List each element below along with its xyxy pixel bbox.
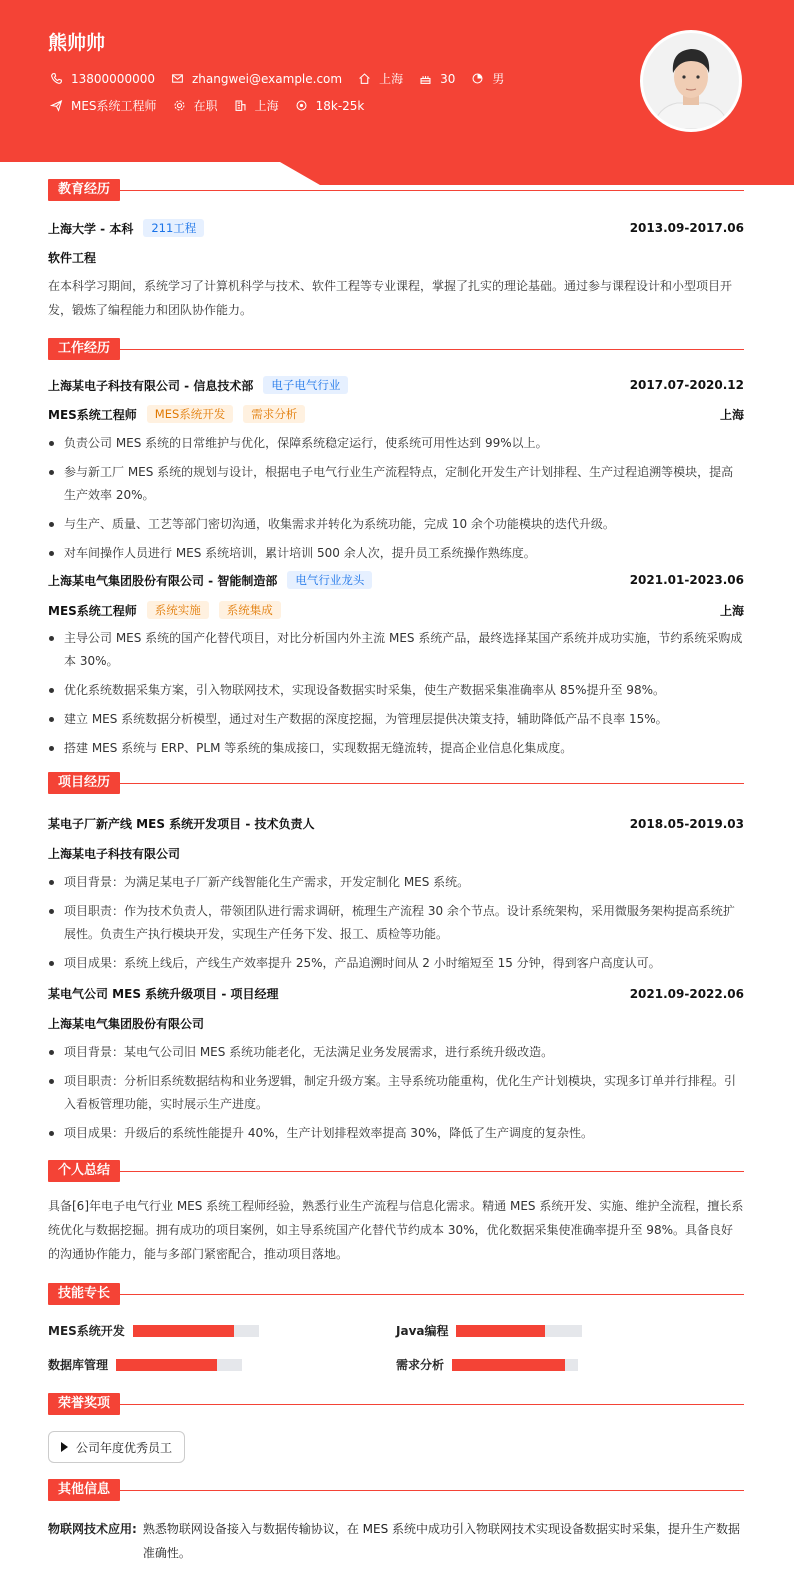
work-company: 上海某电气集团股份有限公司 - 智能制造部 [48,573,278,588]
work-location: 上海 [719,407,744,422]
project-1-company-row [48,845,744,862]
skill-bar-fill [116,1359,217,1371]
gender-icon [471,72,484,85]
list-item: 负责公司 MES 系统的日常维护与优化，保障系统稳定运行，使系统可用性达到 99%以上。 [48,432,744,455]
skill-bar [456,1325,582,1337]
skill-item [48,1356,242,1373]
section-label: 工作经历 [48,338,120,360]
skill-bar [452,1359,578,1371]
email-text: zhangwei@example.com [191,71,343,86]
gender-item [471,70,504,87]
work-title: MES系统工程师 [48,407,137,422]
position-item [50,97,157,114]
work-company: 上海某电子科技有限公司 - 信息技术部 [48,378,254,393]
status-item [173,97,218,114]
job-intent-row [50,97,380,114]
skill-name: 数据库管理 [48,1358,109,1372]
section-label: 其他信息 [48,1479,120,1501]
avatar [640,30,742,132]
mail-icon [171,72,184,85]
project-name: 某电子厂新产线 MES 系统开发项目 - 技术负责人 [48,817,315,831]
project-1-bullets [48,871,744,981]
section-label: 荣誉奖项 [48,1393,120,1415]
section-summary-title [48,1160,744,1182]
list-item: 优化系统数据采集方案，引入物联网技术，实现设备数据实时采集，使生产数据采集准确率从 85%提升至 98%。 [48,679,744,702]
list-item: 项目背景：某电气公司旧 MES 系统功能老化，无法满足业务发展需求，进行系统升级改造。 [48,1041,744,1064]
target-city-text: 上海 [254,99,279,113]
list-item: 项目职责：作为技术负责人，带领团队进行需求调研，梳理生产流程 30 余个节点。设计系统架构，采用微服务架构提高系统扩展性。负责生产执行模块开发，实现生产任务下发、报工、质检等功能。 [48,900,744,946]
resume-header [0,0,794,185]
list-item: 主导公司 MES 系统的国产化替代项目，对比分析国内外主流 MES 系统产品，最终选择某国产系统并成功实施，节约系统采购成本 30%。 [48,627,744,673]
target-city-item [234,97,279,114]
skill-item [48,1322,259,1339]
education-header [48,219,744,237]
work-1-bullets [48,432,744,571]
school-name: 上海大学 - 本科 [48,221,134,236]
list-item: 项目背景：为满足某电子厂新产线智能化生产需求，开发定制化 MES 系统。 [48,871,744,894]
section-label: 教育经历 [48,179,120,201]
industry-tag: 电气行业龙头 [287,571,372,589]
project-company: 上海某电子科技有限公司 [48,847,181,861]
section-other-title [48,1479,744,1501]
skill-bar-fill [452,1359,565,1371]
project-2-bullets [48,1041,744,1151]
age-text: 30 [440,71,456,86]
coin-icon [295,99,308,112]
work-date: 2021.01-2023.06 [629,573,744,587]
section-label: 个人总结 [48,1160,120,1182]
gear-icon [173,99,186,112]
list-item: 项目成果：升级后的系统性能提升 40%，生产计划排程效率提高 30%，降低了生产调度的复杂性。 [48,1122,744,1145]
skill-item [396,1356,578,1373]
other-info-value: 熟悉物联网设备接入与数据传输协议，在 MES 系统中成功引入物联网技术实现设备数据实时采集，提升生产数据准确性。 [142,1522,740,1560]
education-date: 2013.09-2017.06 [629,221,744,235]
list-item: 搭建 MES 系统与 ERP、PLM 等系统的集成接口，实现数据无缝流转，提高企业信息化集成度。 [48,737,744,760]
skill-bar-fill [133,1325,234,1337]
send-icon [50,99,63,112]
project-company: 上海某电气集团股份有限公司 [48,1017,205,1031]
honor-badge [48,1431,185,1463]
project-date: 2018.05-2019.03 [629,816,744,831]
position-text: MES系统工程师 [71,99,157,113]
building-icon [234,99,247,112]
status-text: 在职 [193,99,218,113]
gender-text: 男 [492,72,505,86]
other-info-row [48,1517,744,1565]
school-tag: 211工程 [143,219,204,237]
skill-name: 需求分析 [396,1358,445,1372]
skill-item [396,1322,582,1339]
skill-tag: 系统集成 [219,601,281,619]
contact-row [50,70,520,87]
section-divider [120,783,744,784]
industry-tag: 电子电气行业 [263,376,348,394]
phone-icon [50,72,63,85]
city-item [358,70,403,87]
home-icon [358,72,371,85]
work-2-role [48,601,744,619]
skill-bar [116,1359,242,1371]
work-1-header [48,376,744,394]
phone-text: 13800000000 [71,71,155,86]
section-divider [120,1490,744,1491]
section-honors-title [48,1393,744,1415]
section-divider [120,1404,744,1405]
skill-name: Java编程 [396,1324,449,1338]
salary-item [295,99,365,113]
candidate-name: 熊帅帅 [48,32,106,54]
list-item: 对车间操作人员进行 MES 系统培训，累计培训 500 余人次，提升员工系统操作熟练度。 [48,542,744,565]
list-item: 项目职责：分析旧系统数据结构和业务逻辑，制定升级方案。主导系统功能重构，优化生产计划模块，实现多订单并行排程。引入看板管理功能，实时展示生产进度。 [48,1070,744,1116]
honor-text: 公司年度优秀员工 [76,1440,173,1455]
play-icon [61,1442,68,1452]
work-location: 上海 [719,603,744,618]
section-education-title [48,179,744,201]
project-date: 2021.09-2022.06 [629,986,744,1001]
other-info-key: 物联网技术应用: [48,1522,137,1536]
section-project-title [48,772,744,794]
summary-text: 具备[6]年电子电气行业 MES 系统工程师经验，熟悉行业生产流程与信息化需求。精通 MES 系统开发、实施、维护全流程，擅长系统优化与数据挖掘。拥有成功的项目案例，如主导系统国产化替代节约成本 30%，优化数据采集使准确率提升至 98%。具备良好的沟通协作能力，能与多部门紧密配合，推动项目落地。 [48,1199,744,1261]
list-item: 与生产、质量、工艺等部门密切沟通，收集需求并转化为系统功能，完成 10 余个功能模块的迭代升级。 [48,513,744,536]
skill-bar [133,1325,259,1337]
section-label: 项目经历 [48,772,120,794]
city-text: 上海 [379,72,404,86]
list-item: 建立 MES 系统数据分析模型，通过对生产数据的深度挖掘，为管理层提供决策支持，辅助降低产品不良率 15%。 [48,708,744,731]
skill-name: MES系统开发 [48,1324,125,1338]
project-2-header [48,985,744,1002]
section-divider [120,190,744,191]
work-1-role [48,405,744,423]
work-2-bullets [48,627,744,766]
list-item: 参与新工厂 MES 系统的规划与设计，根据电子电气行业生产流程特点，定制化开发生产计划排程、生产过程追溯等模块，提高生产效率 20%。 [48,461,744,507]
work-date: 2017.07-2020.12 [629,378,744,392]
section-work-title [48,338,744,360]
cake-icon [419,72,432,85]
skill-bar-fill [456,1325,544,1337]
section-divider [120,349,744,350]
project-name: 某电气公司 MES 系统升级项目 - 项目经理 [48,987,279,1001]
skill-tag: MES系统开发 [147,405,234,423]
list-item: 项目成果：系统上线后，产线生产效率提升 25%，产品追溯时间从 2 小时缩短至 15 分钟，得到客户高度认可。 [48,952,744,975]
avatar-portrait [643,33,739,129]
education-description: 在本科学习期间，系统学习了计算机科学与技术、软件工程等专业课程，掌握了扎实的理论基础。通过参与课程设计和小型项目开发，锻炼了编程能力和团队协作能力。 [48,279,733,317]
section-skills-title [48,1283,744,1305]
section-divider [120,1294,744,1295]
email-item [171,72,342,86]
work-title: MES系统工程师 [48,603,137,618]
age-item [419,72,455,86]
education-major-row [48,249,744,266]
work-2-header [48,571,744,589]
salary-text: 18k-25k [315,98,365,113]
phone-item [50,72,155,86]
major: 软件工程 [48,251,97,265]
section-label: 技能专长 [48,1283,120,1305]
section-divider [120,1171,744,1172]
skill-tag: 需求分析 [243,405,305,423]
project-2-company-row [48,1015,744,1032]
skill-tag: 系统实施 [147,601,209,619]
project-1-header [48,815,744,832]
